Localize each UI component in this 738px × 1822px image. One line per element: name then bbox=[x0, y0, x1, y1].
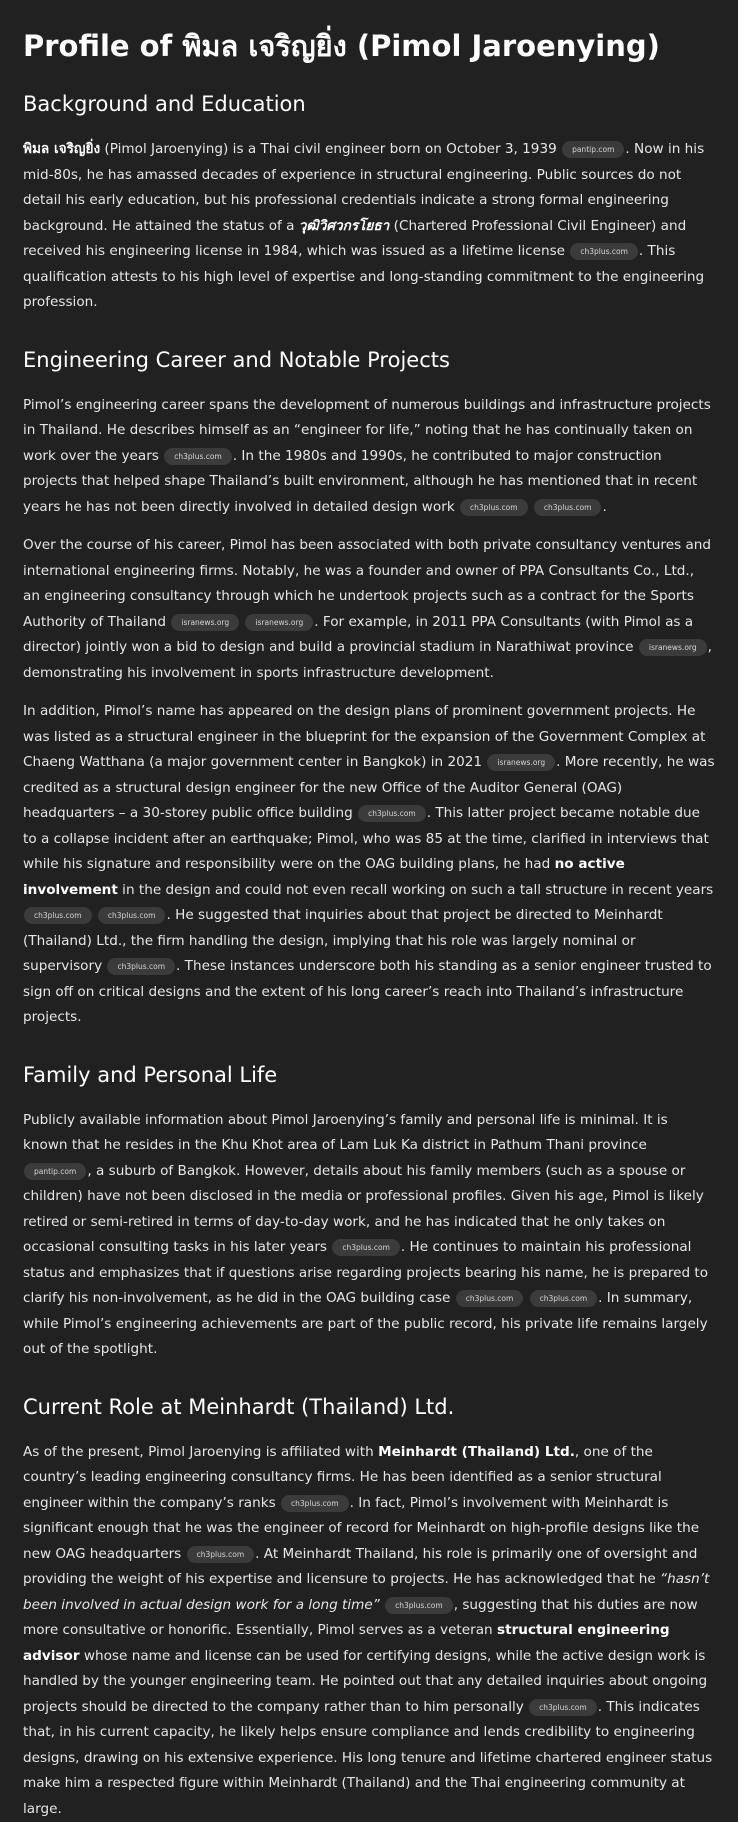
text-run: Over the course of his career, Pimol has been associated with both private consultancy ventures and international engineering firms. Notably, he was a founder and owner of PPA Consultants Co., Ltd., an engineering consultancy through which he undertook projects such as a contract for the Sports Authority of Thailand bbox=[23, 537, 711, 630]
citation-link[interactable]: isranews.org bbox=[487, 754, 555, 771]
citation-link[interactable]: ch3plus.com bbox=[385, 1597, 453, 1614]
citation-link[interactable]: ch3plus.com bbox=[24, 907, 92, 924]
citation-link[interactable]: ch3plus.com bbox=[332, 1239, 400, 1256]
citation-link[interactable]: ch3plus.com bbox=[529, 1699, 597, 1716]
text-run: . This indicates that, in his current capacity, he likely helps ensure compliance and lends credibility to engineering designs, drawing on his extensive experience. His long tenure and lifetime chartered engineer status make him a respected figure within Meinhardt (Thailand) and the Thai engineering community at large. bbox=[23, 1699, 712, 1817]
bold-text: พิมล เจริญยิ่ง bbox=[23, 141, 100, 157]
bold-italic-text-inner: วุฒิวิศวกรโยธา bbox=[299, 218, 390, 234]
citation-link[interactable]: ch3plus.com bbox=[570, 243, 638, 260]
citation-link[interactable]: ch3plus.com bbox=[98, 907, 166, 924]
paragraph bbox=[23, 699, 715, 1031]
section-heading: Current Role at Meinhardt (Thailand) Ltd. bbox=[23, 1391, 715, 1423]
citation-link[interactable]: ch3plus.com bbox=[358, 805, 426, 822]
citation-link[interactable]: ch3plus.com bbox=[456, 1290, 524, 1307]
text-run: (Pimol Jaroenying) is a Thai civil engineer born on October 3, 1939 bbox=[100, 141, 561, 157]
text-run: , one of the country’s leading engineering consultancy firms. He has been identified as a senior structural engineer within the company’s ranks bbox=[23, 1444, 662, 1511]
section-heading: Background and Education bbox=[23, 88, 715, 120]
text-run: (Chartered Professional Civil Engineer) and received his engineering license in 1984, which was issued as a lifetime license bbox=[23, 218, 686, 260]
text-run: Publicly available information about Pimol Jaroenying’s family and personal life is minimal. It is known that he resides in the Khu Khot area of Lam Luk Ka district in Pathum Thani province bbox=[23, 1112, 668, 1154]
citation-link[interactable]: ch3plus.com bbox=[281, 1495, 349, 1512]
text-run: . This qualification attests to his high level of expertise and long-standing commitment to the engineering profession. bbox=[23, 243, 704, 310]
citation-link[interactable]: isranews.org bbox=[245, 614, 313, 631]
text-run bbox=[380, 1597, 384, 1613]
text-run: , suggesting that his duties are now more consultative or honorific. Essentially, Pimol serves as a veteran bbox=[23, 1597, 698, 1639]
bold-italic-text bbox=[299, 218, 390, 234]
text-run bbox=[93, 907, 97, 923]
section-heading: Engineering Career and Notable Projects bbox=[23, 344, 715, 376]
section-heading: Family and Personal Life bbox=[23, 1059, 715, 1091]
text-run: . These instances underscore both his standing as a senior engineer trusted to sign off on critical designs and the extent of his long career’s reach into Thailand’s infrastructure projects. bbox=[23, 958, 712, 1025]
paragraph bbox=[23, 533, 715, 686]
text-run bbox=[529, 499, 533, 515]
text-run: . bbox=[602, 499, 606, 515]
text-run: . This latter project became notable due to a collapse incident after an earthquake; Pimol, who was 85 at the time, clarified in interviews that while his signature and responsibility were on the OAG building plans, he had bbox=[23, 805, 709, 872]
text-run: , demonstrating his involvement in sports infrastructure development. bbox=[23, 639, 712, 681]
text-run: Pimol’s engineering career spans the development of numerous buildings and infrastructure projects in Thailand. He describes himself as an “engineer for life,” noting that he has continually taken on work over the years bbox=[23, 397, 711, 464]
text-run: In addition, Pimol’s name has appeared on the design plans of prominent government projects. He was listed as a structural engineer in the blueprint for the expansion of the Government Complex at Chaeng Watthana (a major government center in Bangkok) in 2021 bbox=[23, 703, 705, 770]
bold-text: Meinhardt (Thailand) Ltd. bbox=[378, 1444, 575, 1460]
text-run: , a suburb of Bangkok. However, details about his family members (such as a spouse or children) have not been disclosed in the media or professional profiles. Given his age, Pimol is likely retired or semi-retired in terms of day-to-day work, and he has indicated that he only takes on occasional consulting tasks in his later years bbox=[23, 1163, 704, 1256]
text-run: . At Meinhardt Thailand, his role is primarily one of oversight and providing the weight of his expertise and licensure to projects. He has acknowledged that he bbox=[23, 1546, 697, 1588]
text-run: As of the present, Pimol Jaroenying is affiliated with bbox=[23, 1444, 378, 1460]
citation-link[interactable]: ch3plus.com bbox=[534, 499, 602, 516]
bold-text: no active involvement bbox=[23, 856, 625, 898]
text-run: . More recently, he was credited as a structural design engineer for the new Office of the Auditor General (OAG) headquarters – a 30-storey public office building bbox=[23, 754, 715, 821]
paragraph bbox=[23, 1108, 715, 1363]
paragraph bbox=[23, 393, 715, 521]
text-run: whose name and license can be used for certifying designs, while the active design work is handled by the younger engineering team. He pointed out that any detailed inquiries about ongoing projects should be directed to the company rather than to him personally bbox=[23, 1648, 707, 1715]
text-run bbox=[524, 1290, 528, 1306]
citation-link[interactable]: pantip.com bbox=[562, 141, 624, 158]
document-body bbox=[23, 88, 715, 1822]
citation-link[interactable]: ch3plus.com bbox=[530, 1290, 598, 1307]
paragraph bbox=[23, 1440, 715, 1822]
citation-link[interactable]: ch3plus.com bbox=[187, 1546, 255, 1563]
citation-link[interactable]: ch3plus.com bbox=[164, 448, 232, 465]
text-run: . For example, in 2011 PPA Consultants (with Pimol as a director) jointly won a bid to design and build a provincial stadium in Narathiwat province bbox=[23, 614, 693, 656]
citation-link[interactable]: ch3plus.com bbox=[107, 958, 175, 975]
text-run bbox=[240, 614, 244, 630]
text-run: . In the 1980s and 1990s, he contributed to major construction projects that helped shape Thailand’s built environment, although he has mentioned that in recent years he has not been directly involved in detailed design work bbox=[23, 448, 697, 515]
paragraph bbox=[23, 137, 715, 316]
bold-text: structural engineering advisor bbox=[23, 1622, 670, 1664]
text-run: in the design and could not even recall working on such a tall structure in recent years bbox=[118, 882, 713, 898]
page-title: Profile of พิมล เจริญยิ่ง (Pimol Jaroenying) bbox=[23, 24, 715, 68]
citation-link[interactable]: pantip.com bbox=[24, 1163, 86, 1180]
italic-quote: “hasn’t been involved in actual design work for a long time” bbox=[23, 1571, 709, 1613]
citation-link[interactable]: isranews.org bbox=[171, 614, 239, 631]
text-run: . In summary, while Pimol’s engineering achievements are part of the public record, his private life remains largely out of the spotlight. bbox=[23, 1290, 708, 1357]
text-run: . Now in his mid-80s, he has amassed decades of experience in structural engineering. Public sources do not detail his early education, but his professional credentials indicate a strong formal engineering background. He attained the status of a bbox=[23, 141, 704, 234]
text-run: . He continues to maintain his professional status and emphasizes that if questions arise regarding projects bearing his name, he is prepared to clarify his non-involvement, as he did in the OAG building case bbox=[23, 1239, 708, 1306]
text-run: . In fact, Pimol’s involvement with Meinhardt is significant enough that he was the engineer of record for Meinhardt on high-profile designs like the new OAG headquarters bbox=[23, 1495, 699, 1562]
text-run: . He suggested that inquiries about that project be directed to Meinhardt (Thailand) Ltd., the firm handling the design, implying that his role was largely nominal or supervisory bbox=[23, 907, 663, 974]
citation-link[interactable]: isranews.org bbox=[639, 639, 707, 656]
citation-link[interactable]: ch3plus.com bbox=[460, 499, 528, 516]
